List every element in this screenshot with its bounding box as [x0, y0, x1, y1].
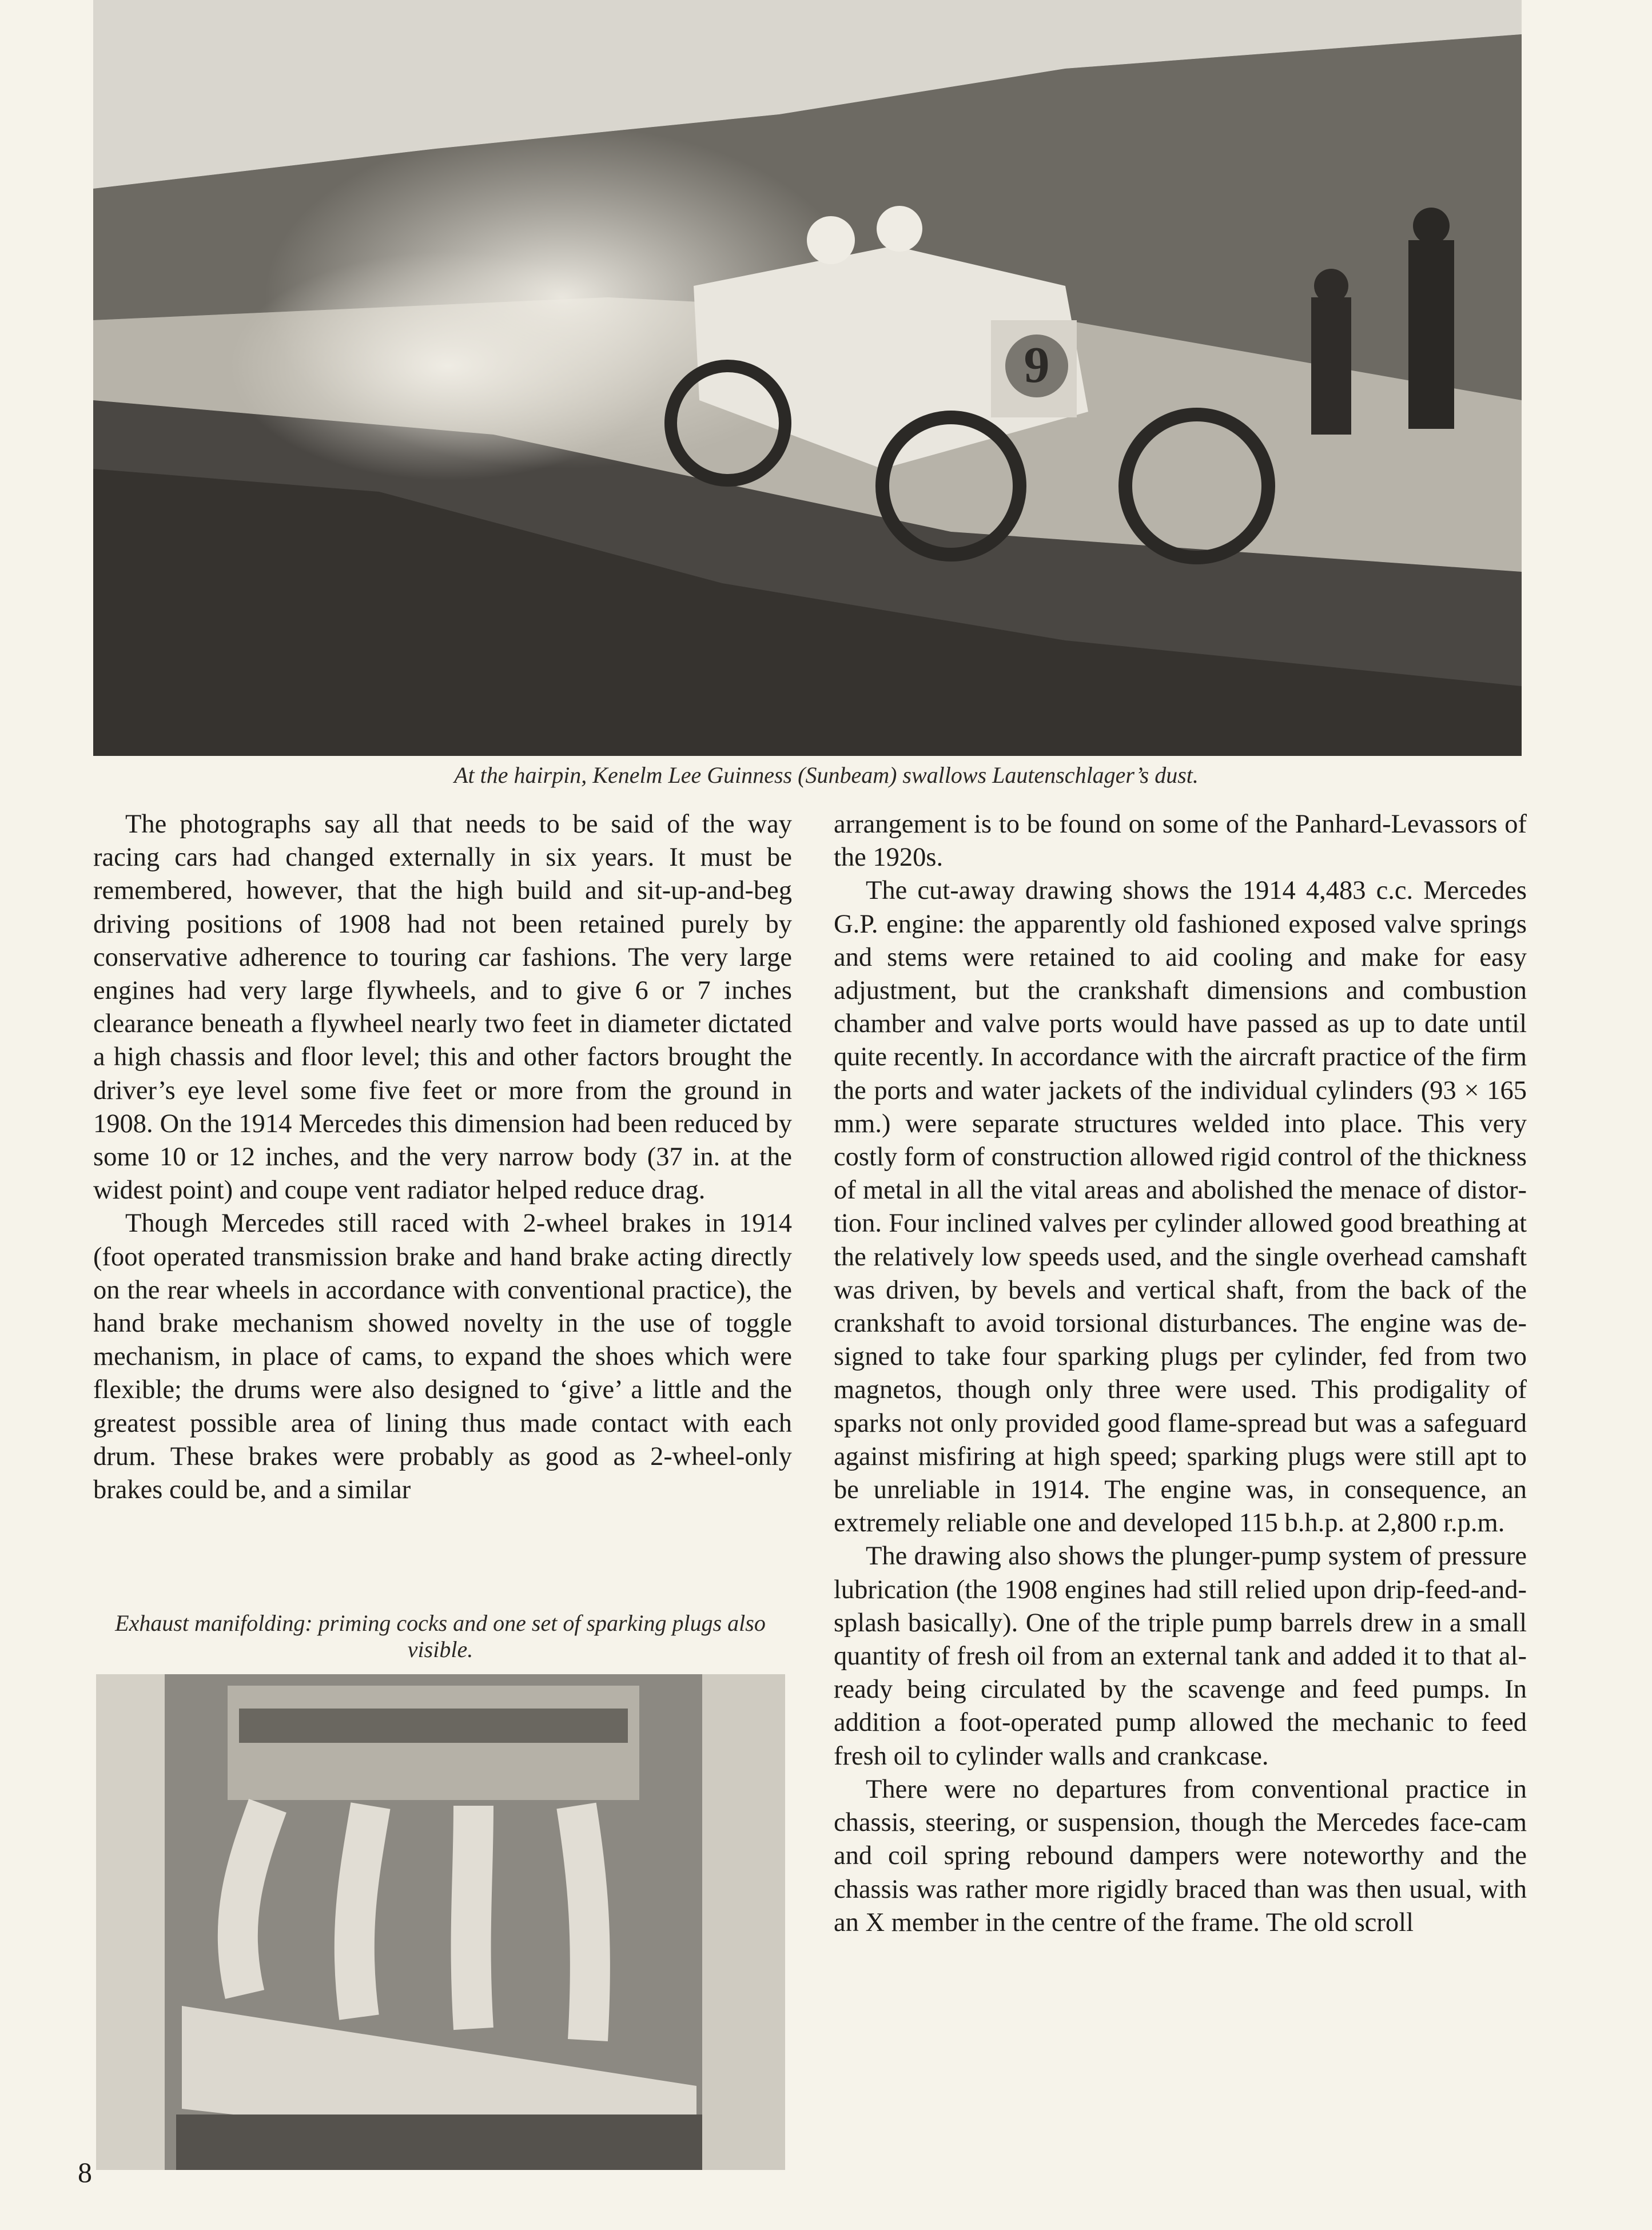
- paragraph: There were no departures from conventional practice in chassis, steering, or suspension, though the Mercedes face-cam and coil spring rebound dampers were noteworthy and the chassis was rather more rigidly braced than was then usual, with an X member in the centre of the frame. The old scroll: [834, 1774, 1527, 1937]
- paragraph: The photographs say all that needs to be said of the way racing cars had changed externally in six years. It must be remembered, however, that the high build and sit-up-and-beg driving positions of 1908 had not been retained purely by conservative adherence to touring car fashions. The very large engines had very large flywheels, and to give 6 or 7 inches clearance beneath a flywheel nearly two feet in diameter dictated a high chassis and floor level; this and other factors brought the driver’s eye level some five feet or more from the ground in 1908. On the 1914 Mercedes this dimension had been reduced by some 10 or 12 inches, and the very narrow body (37 in. at the widest point) and coupe vent radiator helped reduce drag.: [93, 810, 792, 1205]
- exhaust-manifold-photo: [96, 1674, 785, 2170]
- hairpin-race-photo: [93, 0, 1522, 756]
- paragraph: The cut-away drawing shows the 1914 4,483 c.c. Mercedes G.P. engine: the apparently old fashioned exposed valve springs and stems were retained to aid cooling and make for easy adjustment, but the crankshaft dimensions and combustion chamber and valve ports would have passed as up to date until quite recently. In accordance with the aircraft practice of the firm the ports and water jackets of the individual cylinders (93 × 165 mm.) were separate structures welded into place. This very costly form of construction allowed rigid control of the thickness of metal in all the vital areas and abolished the menace of distortion. Four inclined valves per cylinder allowed good breathing at the relatively low speeds used, and the single overhead camshaft was driven, by bevels and vertical shaft, from the back of the crankshaft to avoid torsional disturbances. The engine was designed to take four sparking plugs per cylinder, fed from two magnetos, though only three were used. This prodigality of sparks not only provided good flame-spread but was a safeguard against misfiring at high speed; sparking plugs were still apt to be unreliable in 1914. The engine was, in consequence, an extremely reliable one and developed 115 b.h.p. at 2,800 r.p.m.: [834, 876, 1527, 1538]
- page-number: 8: [78, 2156, 92, 2188]
- right-column: [834, 808, 1527, 1940]
- hairpin-race-illustration: [93, 0, 1522, 756]
- exhaust-manifold-illustration: [96, 1674, 785, 2170]
- top-photo-caption: At the hairpin, Kenelm Lee Guinness (Sunbeam) swallows Lautenschlager’s dust.: [454, 762, 1199, 788]
- engine-photo-caption: Exhaust manifolding: priming cocks and one set of sparking plugs also visible.: [115, 1610, 766, 1662]
- left-column: [93, 808, 792, 1507]
- paragraph: arrangement is to be found on some of the Panhard-Levassors of the 1920s.: [834, 810, 1527, 873]
- paragraph: Though Mercedes still raced with 2-wheel brakes in 1914 (foot operated transmission brake and hand brake acting directly on the rear wheels in accordance with conventional practice), the hand brake mechanism showed novelty in the use of toggle mechanism, in place of cams, to expand the shoes which were flexible; the drums were also designed to ‘give’ a little and the greatest possible area of lining thus made contact with each drum. These brakes were probably as good as 2-wheel-only brakes could be, and a similar: [93, 1209, 792, 1505]
- car-number: 9: [1024, 337, 1050, 393]
- paragraph: The drawing also shows the plunger-pump system of pressure lubrication (the 1908 engines had still relied upon drip-feed-and-splash basically). One of the triple pump barrels drew in a small quantity of fresh oil from an external tank and added it to that already being circulated by the scavenge and feed pumps. In addition a foot-operated pump allowed the mechanic to feed fresh oil to cylinder walls and crankcase.: [834, 1542, 1527, 1771]
